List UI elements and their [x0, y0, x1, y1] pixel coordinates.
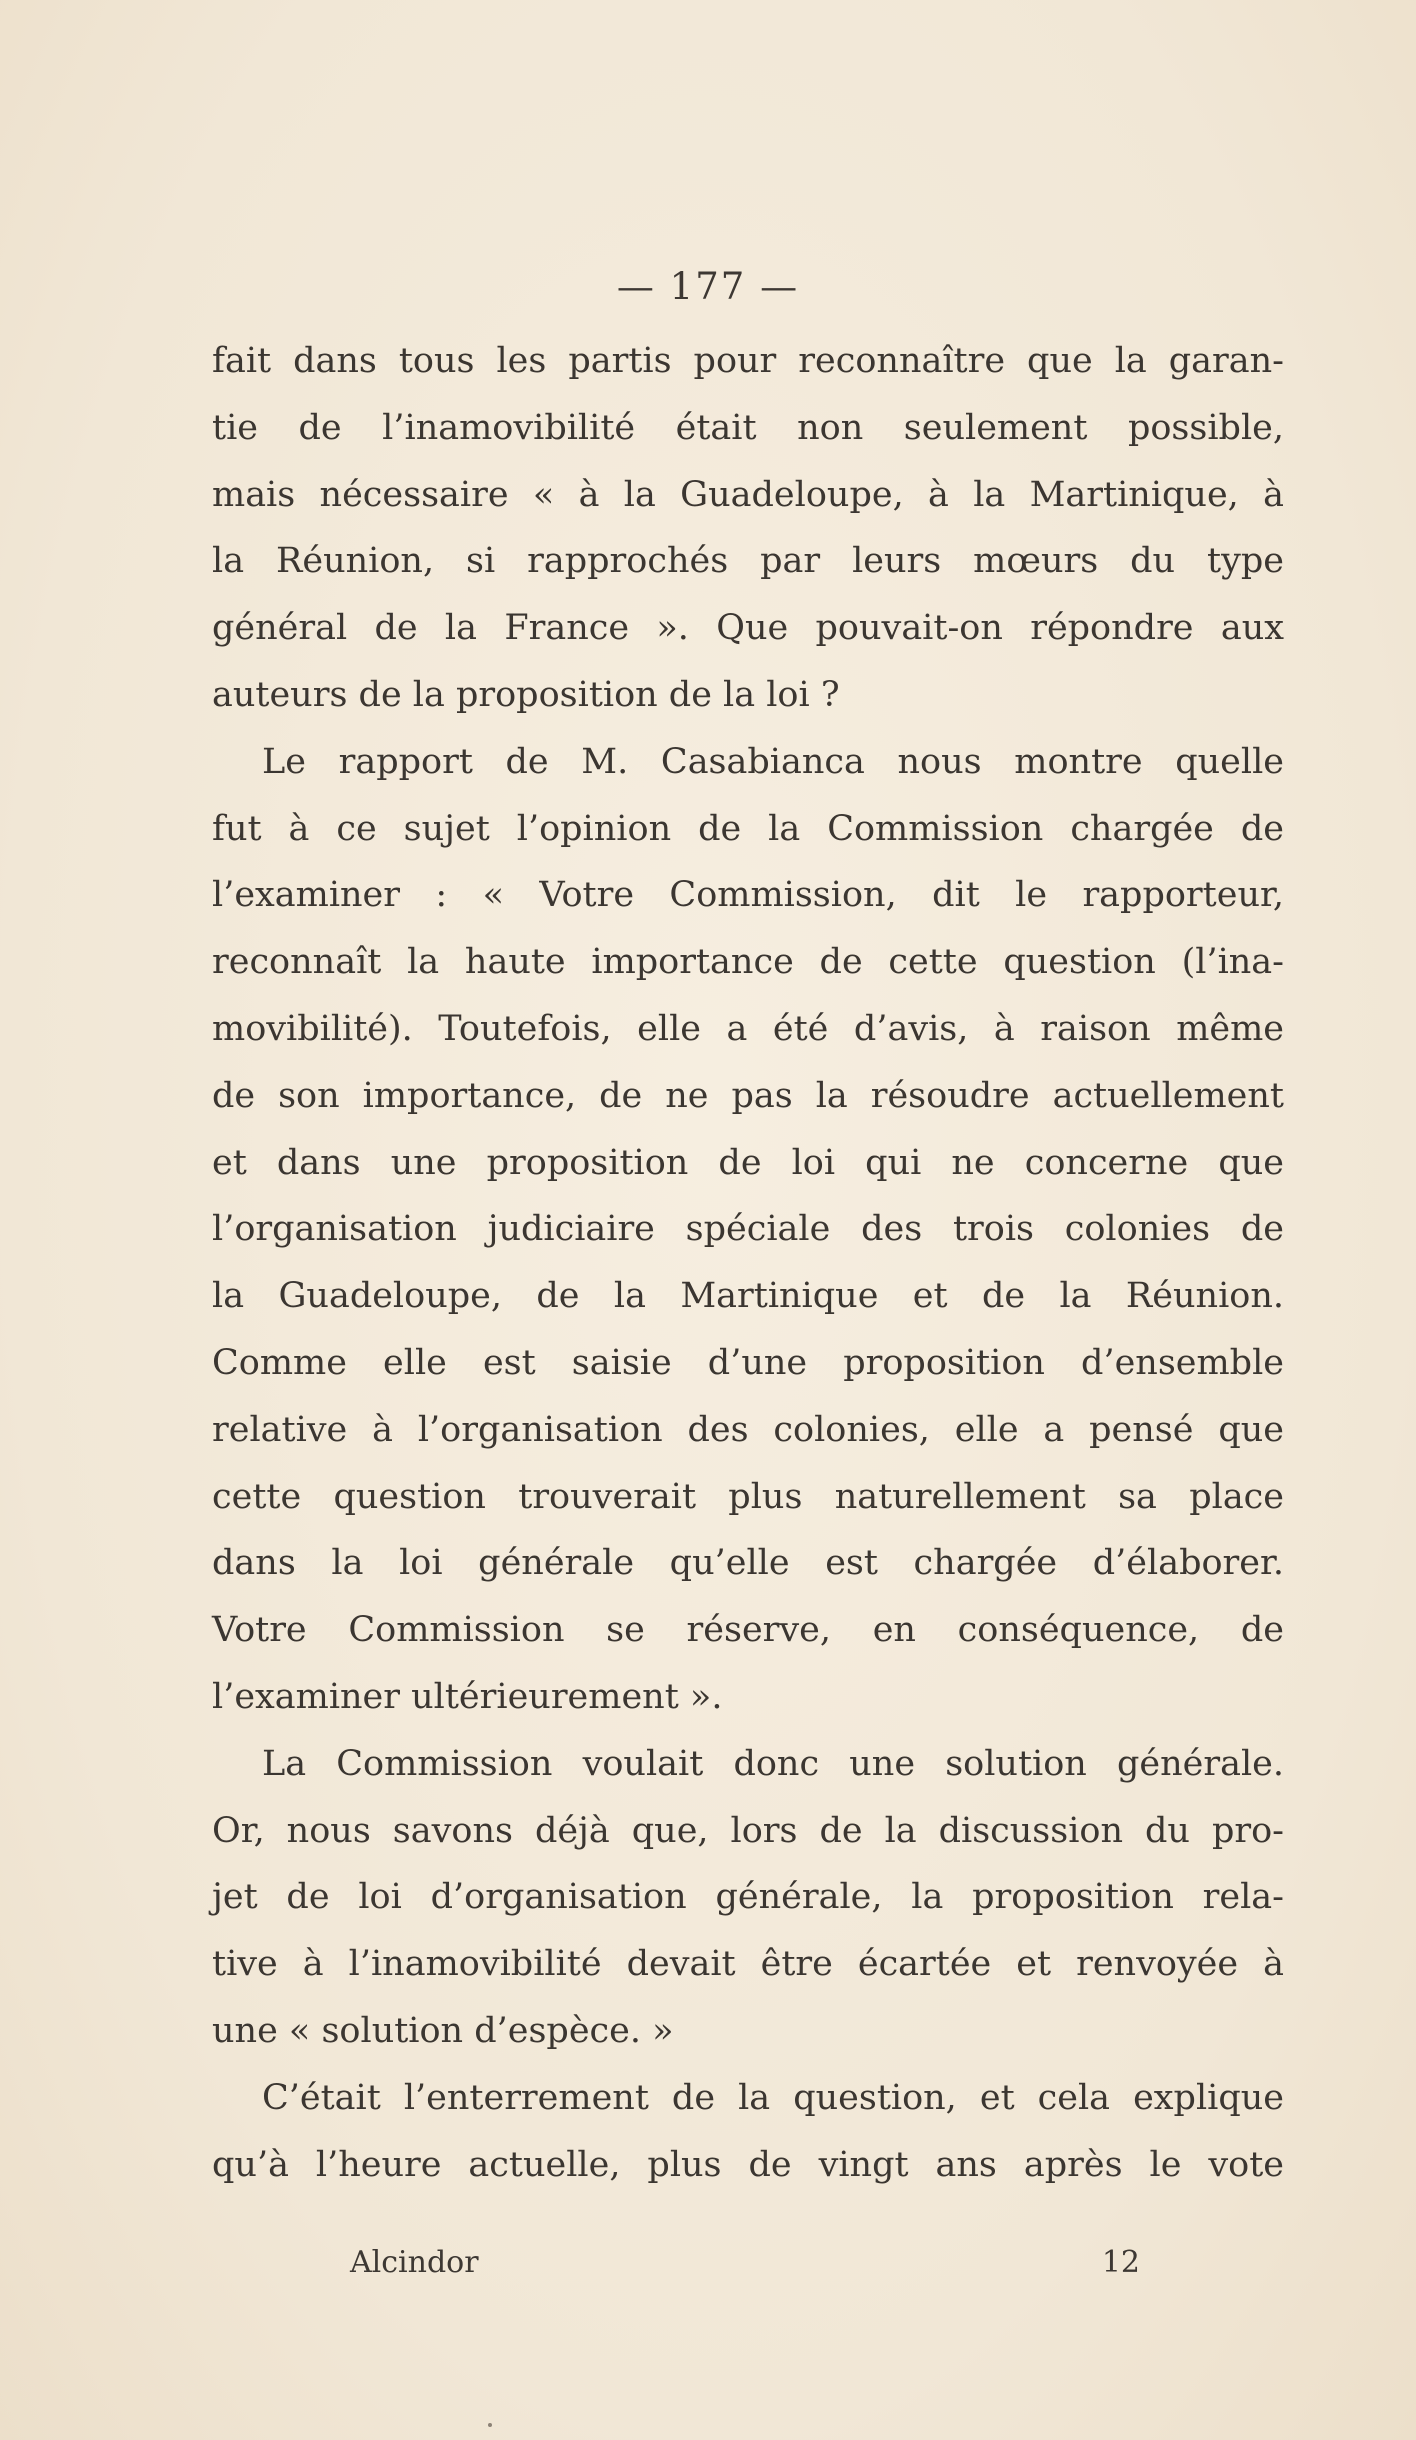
footer-signature-mark: 12 — [1101, 2245, 1140, 2280]
text-line: auteurs de la proposition de la loi ? — [212, 674, 840, 715]
text-line: relative à l’organisation des colonies, elle a pensé que — [212, 1409, 1284, 1450]
text-line: La Commission voulait donc une solution générale. — [262, 1743, 1284, 1784]
text-line: l’organisation judiciaire spéciale des trois colonies de — [212, 1209, 1284, 1250]
text-line: jet de loi d’organisation générale, la proposition rela- — [212, 1877, 1284, 1918]
text-line: Le rapport de M. Casabianca nous montre quelle — [262, 741, 1284, 782]
text-line: fut à ce sujet l’opinion de la Commission chargée de — [212, 808, 1284, 849]
text-line: tie de l’inamovibilité était non seulement possible, — [212, 407, 1284, 448]
footer-author: Alcindor — [350, 2245, 479, 2280]
text-line: l’examiner : « Votre Commission, dit le rapporteur, — [212, 875, 1284, 916]
text-line: Votre Commission se réserve, en conséquence, de — [212, 1610, 1284, 1651]
text-line: de son importance, de ne pas la résoudre actuellement — [212, 1075, 1284, 1116]
text-line: dans la loi générale qu’elle est chargée d’élaborer. — [212, 1543, 1284, 1584]
text-line: C’était l’enterrement de la question, et cela explique — [262, 2077, 1284, 2118]
text-line: cette question trouverait plus naturellement sa place — [212, 1476, 1284, 1517]
paper-speck — [488, 2423, 492, 2427]
text-line: Or, nous savons déjà que, lors de la discussion du pro- — [212, 1810, 1284, 1851]
body-text — [212, 328, 1284, 2198]
page-number: — 177 — — [616, 265, 800, 308]
text-line: tive à l’inamovibilité devait être écartée et renvoyée à — [212, 1944, 1284, 1985]
text-line: la Réunion, si rapprochés par leurs mœurs du type — [212, 541, 1284, 582]
page-footer — [350, 2245, 1140, 2280]
text-line: et dans une proposition de loi qui ne concerne que — [212, 1142, 1284, 1183]
text-line: reconnaît la haute importance de cette question (l’ina- — [212, 942, 1284, 983]
text-line: l’examiner ultérieurement ». — [212, 1676, 723, 1717]
text-line: qu’à l’heure actuelle, plus de vingt ans après le vote — [212, 2144, 1284, 2185]
text-line: mais nécessaire « à la Guadeloupe, à la Martinique, à — [212, 474, 1284, 515]
text-line: movibilité). Toutefois, elle a été d’avis, à raison même — [212, 1008, 1284, 1049]
text-line: Comme elle est saisie d’une proposition d’ensemble — [212, 1342, 1284, 1383]
text-line: la Guadeloupe, de la Martinique et de la Réunion. — [212, 1276, 1284, 1317]
text-line: général de la France ». Que pouvait-on répondre aux — [212, 608, 1284, 649]
text-line: une « solution d’espèce. » — [212, 2010, 674, 2051]
text-line: fait dans tous les partis pour reconnaître que la garan- — [212, 341, 1284, 381]
